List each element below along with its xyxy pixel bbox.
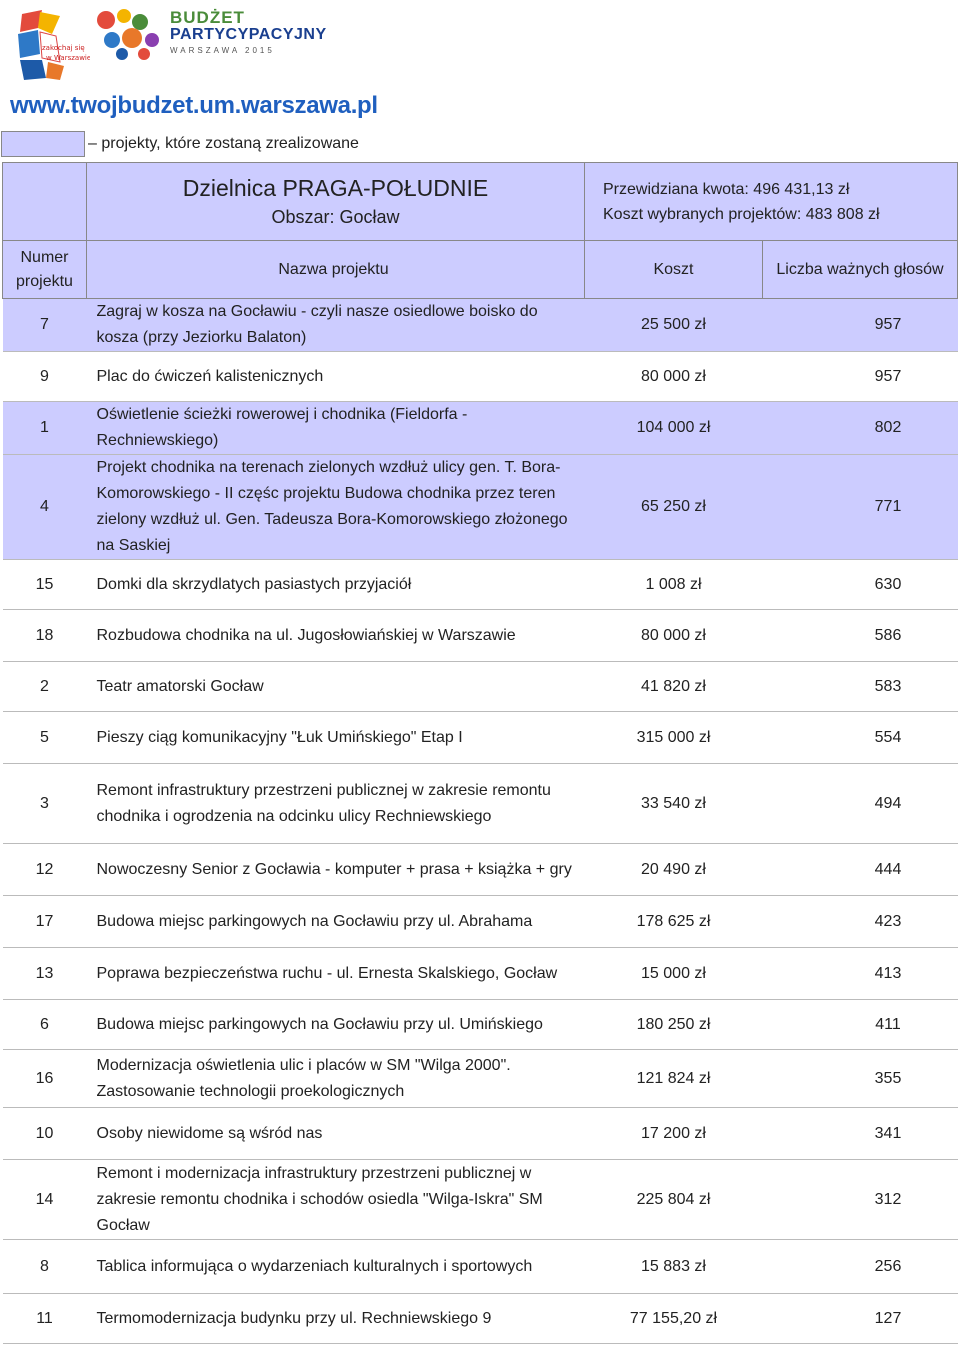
project-name: Poprawa bezpieczeństwa ruchu - ul. Ernesta Skalskiego, Gocław: [87, 948, 585, 1000]
area-title: Obszar: Gocław: [271, 206, 400, 227]
project-cost: 77 155,20 zł: [585, 1294, 763, 1344]
project-votes: 494: [763, 764, 958, 844]
column-header-row: [3, 241, 958, 299]
project-number: 13: [3, 948, 87, 1000]
project-cost: 15 883 zł: [585, 1240, 763, 1294]
project-cost: 178 625 zł: [585, 896, 763, 948]
project-number: 8: [3, 1240, 87, 1294]
project-number: 2: [3, 662, 87, 712]
col-votes: Liczba ważnych głosów: [763, 241, 958, 299]
logo-text: zakochaj się: [42, 44, 85, 52]
project-name: Zagraj w kosza na Gocławiu - czyli nasze osiedlowe boisko do kosza (przy Jeziorku Balaton): [87, 299, 585, 352]
project-cost: 33 540 zł: [585, 764, 763, 844]
table-row: [3, 712, 958, 764]
table-row: [3, 1000, 958, 1050]
project-number: 6: [3, 1000, 87, 1050]
project-number: 11: [3, 1294, 87, 1344]
project-votes: 355: [763, 1050, 958, 1108]
project-votes: 554: [763, 712, 958, 764]
legend-text: – projekty, które zostaną zrealizowane: [88, 135, 359, 152]
project-name: Budowa miejsc parkingowych na Gocławiu przy ul. Umińskiego: [87, 1000, 585, 1050]
table-row: [3, 764, 958, 844]
project-name: Termomodernizacja budynku przy ul. Rechniewskiego 9: [87, 1294, 585, 1344]
project-name: Tablica informująca o wydarzeniach kulturalnych i sportowych: [87, 1240, 585, 1294]
budzet-partycypacyjny-logo: [92, 6, 327, 66]
selected-amount: Koszt wybranych projektów: 483 808 zł: [603, 205, 880, 223]
project-number: 10: [3, 1108, 87, 1160]
table-row: [3, 1050, 958, 1108]
project-cost: 17 200 zł: [585, 1108, 763, 1160]
project-name: Osoby niewidome są wśród nas: [87, 1108, 585, 1160]
project-cost: 65 250 zł: [585, 455, 763, 560]
zakochaj-logo: [12, 6, 90, 84]
project-cost: 41 820 zł: [585, 662, 763, 712]
project-votes: 413: [763, 948, 958, 1000]
table-row: [3, 1108, 958, 1160]
project-votes: 957: [763, 352, 958, 402]
project-cost: 25 500 zł: [585, 299, 763, 352]
district-cell: [87, 163, 585, 241]
project-cost: 225 804 zł: [585, 1160, 763, 1240]
svg-text:w Warszawie: w Warszawie: [46, 54, 90, 62]
logo-line-warszawa: WARSZAWA 2015: [170, 46, 275, 55]
table-row: [3, 352, 958, 402]
project-votes: 771: [763, 455, 958, 560]
project-votes: 411: [763, 1000, 958, 1050]
planned-amount: Przewidziana kwota: 496 431,13 zł: [603, 180, 850, 198]
header-row: [3, 163, 958, 241]
logo-line-budzet: BUDŻET: [170, 8, 245, 27]
project-votes: 444: [763, 844, 958, 896]
project-name: Projekt chodnika na terenach zielonych wzdłuż ulicy gen. T. Bora-Komorowskiego - II częśc projektu Budowa chodnika przez teren zielony wzdłuż ul. Gen. Tadeusza Bora-Komorowskiego złożonego na Saskiej: [87, 455, 585, 560]
project-name: Domki dla skrzydlatych pasiastych przyjaciół: [87, 560, 585, 610]
project-name: Remont infrastruktury przestrzeni publicznej w zakresie remontu chodnika i ogrodzenia na odcinku ulicy Rechniewskiego: [87, 764, 585, 844]
project-cost: 80 000 zł: [585, 610, 763, 662]
project-votes: 312: [763, 1160, 958, 1240]
project-votes: 127: [763, 1294, 958, 1344]
table-row: [3, 610, 958, 662]
project-name: Teatr amatorski Gocław: [87, 662, 585, 712]
legend-swatch: [1, 131, 85, 157]
amounts-cell: [585, 163, 958, 241]
project-number: 4: [3, 455, 87, 560]
project-votes: 341: [763, 1108, 958, 1160]
project-name: Modernizacja oświetlenia ulic i placów w SM "Wilga 2000". Zastosowanie technologii proekologicznych: [87, 1050, 585, 1108]
project-votes: 586: [763, 610, 958, 662]
project-name: Nowoczesny Senior z Gocławia - komputer + prasa + książka + gry: [87, 844, 585, 896]
project-number: 1: [3, 402, 87, 455]
table-row: [3, 896, 958, 948]
logo-line-partycypacyjny: PARTYCYPACYJNY: [170, 26, 327, 43]
col-number: Numer projektu: [3, 241, 87, 299]
project-number: 3: [3, 764, 87, 844]
project-votes: 630: [763, 560, 958, 610]
table-row: [3, 299, 958, 352]
project-votes: 423: [763, 896, 958, 948]
table-row: [3, 402, 958, 455]
project-name: Pieszy ciąg komunikacyjny "Łuk Umińskiego" Etap I: [87, 712, 585, 764]
project-name: Oświetlenie ścieżki rowerowej i chodnika (Fieldorfa - Rechniewskiego): [87, 402, 585, 455]
table-row: [3, 560, 958, 610]
district-title: Dzielnica PRAGA-POŁUDNIE: [182, 174, 489, 201]
project-votes: 256: [763, 1240, 958, 1294]
project-votes: 957: [763, 299, 958, 352]
project-number: 7: [3, 299, 87, 352]
project-votes: 583: [763, 662, 958, 712]
project-cost: 180 250 zł: [585, 1000, 763, 1050]
project-cost: 20 490 zł: [585, 844, 763, 896]
table-row: [3, 1294, 958, 1344]
project-number: 9: [3, 352, 87, 402]
project-name: Remont i modernizacja infrastruktury przestrzeni publicznej w zakresie remontu chodnika i schodów osiedla "Wilga-Iskra" SM Gocław: [87, 1160, 585, 1240]
project-name: Budowa miejsc parkingowych na Gocławiu przy ul. Abrahama: [87, 896, 585, 948]
project-cost: 104 000 zł: [585, 402, 763, 455]
table-row: [3, 844, 958, 896]
project-name: Rozbudowa chodnika na ul. Jugosłowiańskiej w Warszawie: [87, 610, 585, 662]
project-number: 17: [3, 896, 87, 948]
table-row: [3, 1160, 958, 1240]
project-number: 16: [3, 1050, 87, 1108]
project-cost: 80 000 zł: [585, 352, 763, 402]
col-name: Nazwa projektu: [87, 241, 585, 299]
project-cost: 15 000 zł: [585, 948, 763, 1000]
projects-table: [2, 162, 958, 1344]
col-cost: Koszt: [585, 241, 763, 299]
project-cost: 315 000 zł: [585, 712, 763, 764]
project-number: 18: [3, 610, 87, 662]
table-row: [3, 948, 958, 1000]
project-number: 15: [3, 560, 87, 610]
header-empty-cell: [3, 163, 87, 241]
project-number: 14: [3, 1160, 87, 1240]
table-row: [3, 662, 958, 712]
table-row: [3, 455, 958, 560]
project-name: Plac do ćwiczeń kalistenicznych: [87, 352, 585, 402]
table-row: [3, 1240, 958, 1294]
project-cost: 121 824 zł: [585, 1050, 763, 1108]
project-cost: 1 008 zł: [585, 560, 763, 610]
website-url: www.twojbudzet.um.warszawa.pl: [10, 92, 378, 119]
project-votes: 802: [763, 402, 958, 455]
project-number: 12: [3, 844, 87, 896]
project-number: 5: [3, 712, 87, 764]
